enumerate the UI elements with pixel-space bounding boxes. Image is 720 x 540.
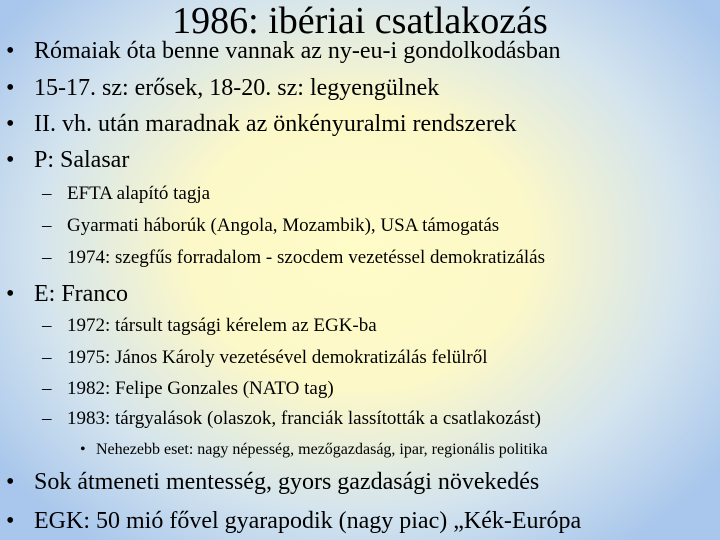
dash-marker: – — [42, 347, 52, 368]
dash-marker: – — [42, 408, 52, 429]
bullet-item: P: Salasar — [34, 147, 130, 173]
bullet-item: E: Franco — [34, 281, 128, 307]
sub-item: 1982: Felipe Gonzales (NATO tag) — [67, 378, 334, 399]
slide-title: 1986: ibériai csatlakozás — [172, 0, 548, 42]
bullet-marker: • — [6, 281, 15, 307]
sub-sub-item: Nehezebb eset: nagy népesség, mezőgazdaság, ipar, regionális politika — [96, 441, 548, 458]
dash-marker: – — [42, 378, 52, 399]
bullet-marker: • — [6, 508, 15, 534]
bullet-marker: • — [6, 75, 15, 101]
sub-item: EFTA alapító tagja — [67, 183, 211, 204]
sub-item: 1975: János Károly vezetésével demokratizálás felülről — [67, 347, 488, 368]
bullet-marker: • — [6, 147, 15, 173]
sub-sub-marker: • — [80, 441, 86, 458]
bullet-item: Rómaiak óta benne vannak az ny-eu-i gondolkodásban — [34, 38, 561, 64]
sub-item: 1983: tárgyalások (olaszok, franciák lassították a csatlakozást) — [67, 408, 541, 429]
dash-marker: – — [42, 315, 52, 336]
dash-marker: – — [42, 183, 52, 204]
sub-item: 1974: szegfűs forradalom - szocdem vezetéssel demokratizálás — [67, 247, 545, 268]
dash-marker: – — [42, 215, 52, 236]
bullet-marker: • — [6, 469, 15, 495]
bullet-marker: • — [6, 111, 15, 137]
sub-item: Gyarmati háborúk (Angola, Mozambik), USA támogatás — [67, 215, 500, 236]
sub-item: 1972: társult tagsági kérelem az EGK-ba — [67, 315, 377, 336]
bullet-item: Sok átmeneti mentesség, gyors gazdasági növekedés — [34, 469, 540, 495]
bullet-item: 15-17. sz: erősek, 18-20. sz: legyengülnek — [34, 75, 440, 101]
bullet-item: II. vh. után maradnak az önkényuralmi rendszerek — [34, 111, 517, 137]
bullet-item: EGK: 50 mió fővel gyarapodik (nagy piac) „Kék-Európa — [34, 508, 582, 534]
bullet-marker: • — [6, 38, 15, 64]
dash-marker: – — [42, 247, 52, 268]
